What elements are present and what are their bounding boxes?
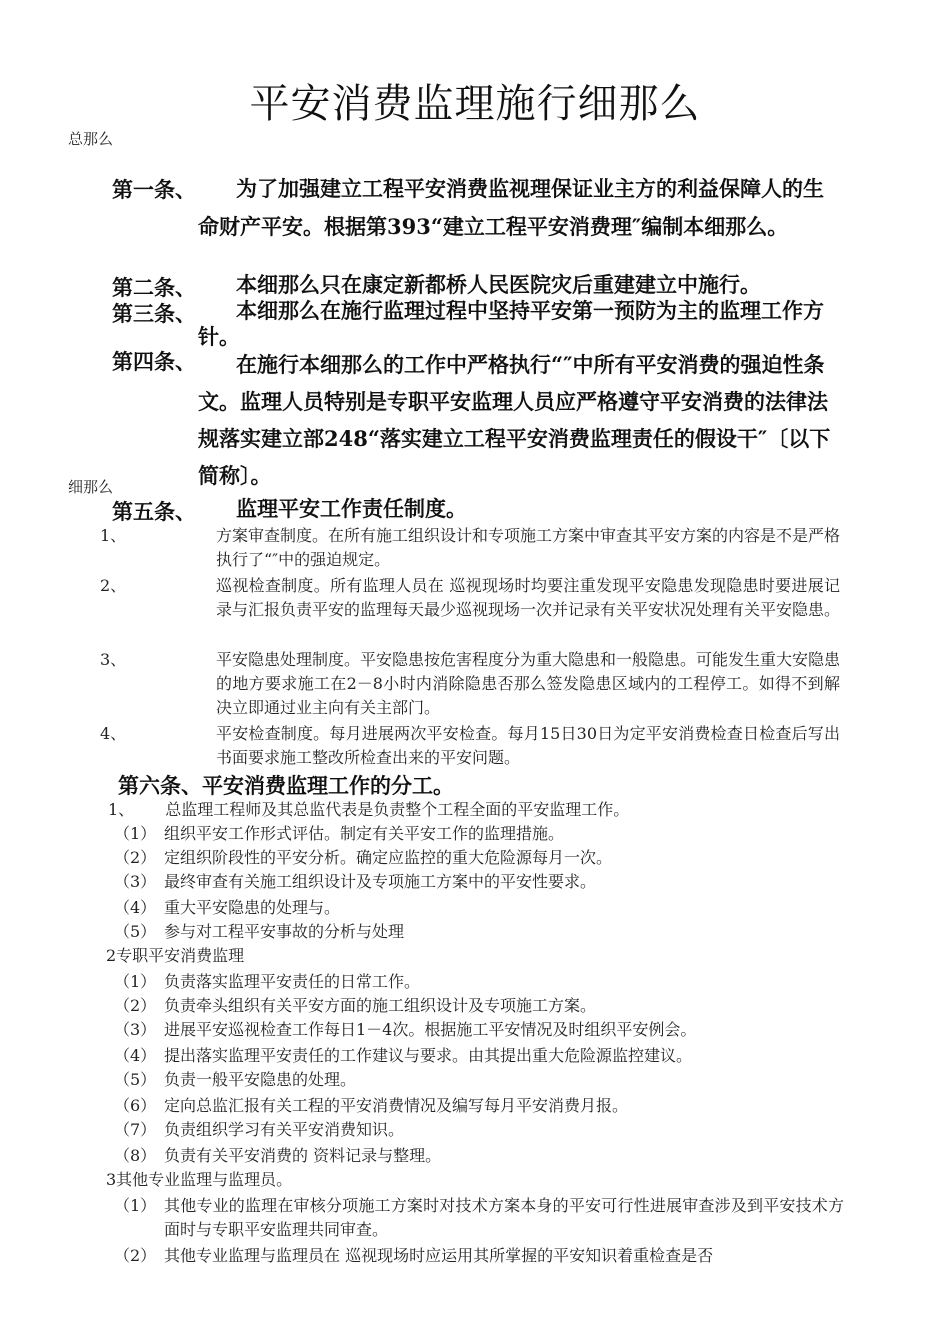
article-number: 第四条、 bbox=[112, 349, 196, 374]
chief-item-1 bbox=[114, 822, 844, 846]
chief-item-4 bbox=[114, 896, 844, 920]
item-number: 1、 bbox=[108, 800, 135, 819]
article5-item-2 bbox=[100, 574, 840, 622]
item-number: （2） bbox=[114, 996, 157, 1015]
article5-item-1 bbox=[100, 524, 840, 572]
item-number: （2） bbox=[114, 1246, 157, 1265]
item-text: 重大平安隐患的处理与。 bbox=[164, 898, 341, 917]
item-text: 定组织阶段性的平安分析。确定应监控的重大危险源每月一次。 bbox=[164, 848, 613, 867]
others-item-1 bbox=[114, 1194, 844, 1242]
chief-item-5 bbox=[114, 920, 844, 944]
item-text: 负责牵头组织有关平安方面的施工组织设计及专项施工方案。 bbox=[164, 996, 597, 1015]
safety-supervisor-heading: 2专职平安消费监理 bbox=[106, 946, 245, 965]
item-text: 提出落实监理平安责任的工作建议与要求。由其提出重大危险源监控建议。 bbox=[164, 1046, 693, 1065]
item-number: （4） bbox=[114, 898, 157, 917]
item-number: （5） bbox=[114, 922, 157, 941]
article-4 bbox=[112, 346, 842, 494]
item-text: 平安隐患处理制度。平安隐患按危害程度分为重大隐患和一般隐患。可能发生重大安隐患的地方要求施工在2－8小时内消除隐患否那么签发隐患区域内的工程停工。如得不到解决立即通过业主向有关主部门。 bbox=[216, 650, 841, 717]
article-5 bbox=[112, 496, 842, 522]
safety-item-3 bbox=[114, 1018, 844, 1042]
item-text: 其他专业监理与监理员在 巡视现场时应运用其所掌握的平安知识着重检查是否 bbox=[164, 1246, 714, 1265]
article-text: 本细那么只在康定新都桥人民医院灾后重建建立中施行。 bbox=[236, 272, 761, 297]
item-text: 总监理工程师及其总监代表是负责整个工程全面的平安监理工作。 bbox=[165, 800, 630, 819]
item-text: 其他专业的监理在审核分项施工方案时对技术方案本身的平安可行性进展审查涉及到平安技术方面时与专职平安监理共同审查。 bbox=[164, 1196, 844, 1239]
document-title: 平安消费监理施行细那么 bbox=[249, 81, 701, 127]
item-number: （3） bbox=[114, 872, 157, 891]
item-text: 方案审查制度。在所有施工组织设计和专项施工方案中审查其平安方案的内容是不是严格执行了“″中的强迫规定。 bbox=[216, 526, 841, 569]
item-number: （6） bbox=[114, 1096, 157, 1115]
item-number: 2、 bbox=[100, 576, 127, 595]
item-number: 1、 bbox=[100, 526, 127, 545]
others-item-2 bbox=[114, 1244, 844, 1268]
article-3 bbox=[112, 298, 842, 350]
safety-item-8 bbox=[114, 1144, 844, 1168]
chief-item-3 bbox=[114, 870, 844, 894]
item-number: （1） bbox=[114, 972, 157, 991]
item-number: 3、 bbox=[100, 650, 127, 669]
item-text: 最终审查有关施工组织设计及专项施工方案中的平安性要求。 bbox=[164, 872, 597, 891]
section-label-general: 总那么 bbox=[68, 130, 114, 148]
article-2 bbox=[112, 272, 842, 298]
safety-item-5 bbox=[114, 1068, 844, 1092]
article-1 bbox=[112, 170, 842, 246]
safety-item-7 bbox=[114, 1118, 844, 1142]
item-number: （7） bbox=[114, 1120, 157, 1139]
article5-item-4 bbox=[100, 722, 840, 770]
article-number: 第一条、 bbox=[112, 177, 196, 202]
item-number: （1） bbox=[114, 824, 157, 843]
article-number: 第三条、 bbox=[112, 301, 196, 326]
item-number: （3） bbox=[114, 1020, 157, 1039]
item-text: 组织平安工作形式评估。制定有关平安工作的监理措施。 bbox=[164, 824, 565, 843]
item-number: （4） bbox=[114, 1046, 157, 1065]
safety-item-6 bbox=[114, 1094, 844, 1118]
item-text: 巡视检查制度。所有监理人员在 巡视现场时均要注重发现平安隐患发现隐患时要进展记录与汇报负责平安的监理每天最少巡视现场一次并记录有关平安状况处理有关平安隐患。 bbox=[216, 576, 841, 619]
chief-supervisor-line bbox=[108, 798, 629, 822]
item-text: 进展平安巡视检查工作每日1－4次。根据施工平安情况及时组织平安例会。 bbox=[164, 1020, 697, 1039]
article-number: 第二条、 bbox=[112, 275, 196, 300]
chief-item-2 bbox=[114, 846, 844, 870]
article-number: 第五条、 bbox=[112, 499, 196, 524]
item-text: 定向总监汇报有关工程的平安消费情况及编写每月平安消费月报。 bbox=[164, 1096, 629, 1115]
article5-item-3 bbox=[100, 648, 840, 720]
section-label-details: 细那么 bbox=[68, 478, 114, 496]
item-number: （1） bbox=[114, 1196, 157, 1215]
item-text: 负责有关平安消费的 资料记录与整理。 bbox=[164, 1146, 442, 1165]
safety-item-2 bbox=[114, 994, 844, 1018]
item-number: （2） bbox=[114, 848, 157, 867]
item-number: 4、 bbox=[100, 724, 127, 743]
item-text: 参与对工程平安事故的分析与处理 bbox=[164, 922, 405, 941]
item-text: 负责落实监理平安责任的日常工作。 bbox=[164, 972, 421, 991]
safety-item-1 bbox=[114, 970, 844, 994]
article-6-heading: 第六条、平安消费监理工作的分工。 bbox=[118, 773, 454, 798]
article-text: 为了加强建立工程平安消费监视理保证业主方的利益保障人的生命财产平安。根据第393“建立工程平安消费理″编制本细那么。 bbox=[198, 176, 824, 239]
safety-item-4 bbox=[114, 1044, 844, 1068]
item-number: （5） bbox=[114, 1070, 157, 1089]
other-supervisors-heading: 3其他专业监理与监理员。 bbox=[106, 1170, 293, 1189]
article-text: 在施行本细那么的工作中严格执行“″中所有平安消费的强迫性条文。监理人员特别是专职平安监理人员应严格遵守平安消费的法律法规落实建立部248“落实建立工程平安消费监理责任的假设干″〔以下简称〕。 bbox=[198, 352, 831, 488]
item-number: （8） bbox=[114, 1146, 157, 1165]
article-text: 监理平安工作责任制度。 bbox=[236, 496, 467, 521]
item-text: 负责组织学习有关平安消费知识。 bbox=[164, 1120, 405, 1139]
item-text: 负责一般平安隐患的处理。 bbox=[164, 1070, 357, 1089]
article-text: 本细那么在施行监理过程中坚持平安第一预防为主的监理工作方针。 bbox=[198, 298, 824, 349]
item-text: 平安检查制度。每月进展两次平安检查。每月15日30日为定平安消费检查日检查后写出书面要求施工整改所检查出来的平安问题。 bbox=[216, 724, 840, 767]
